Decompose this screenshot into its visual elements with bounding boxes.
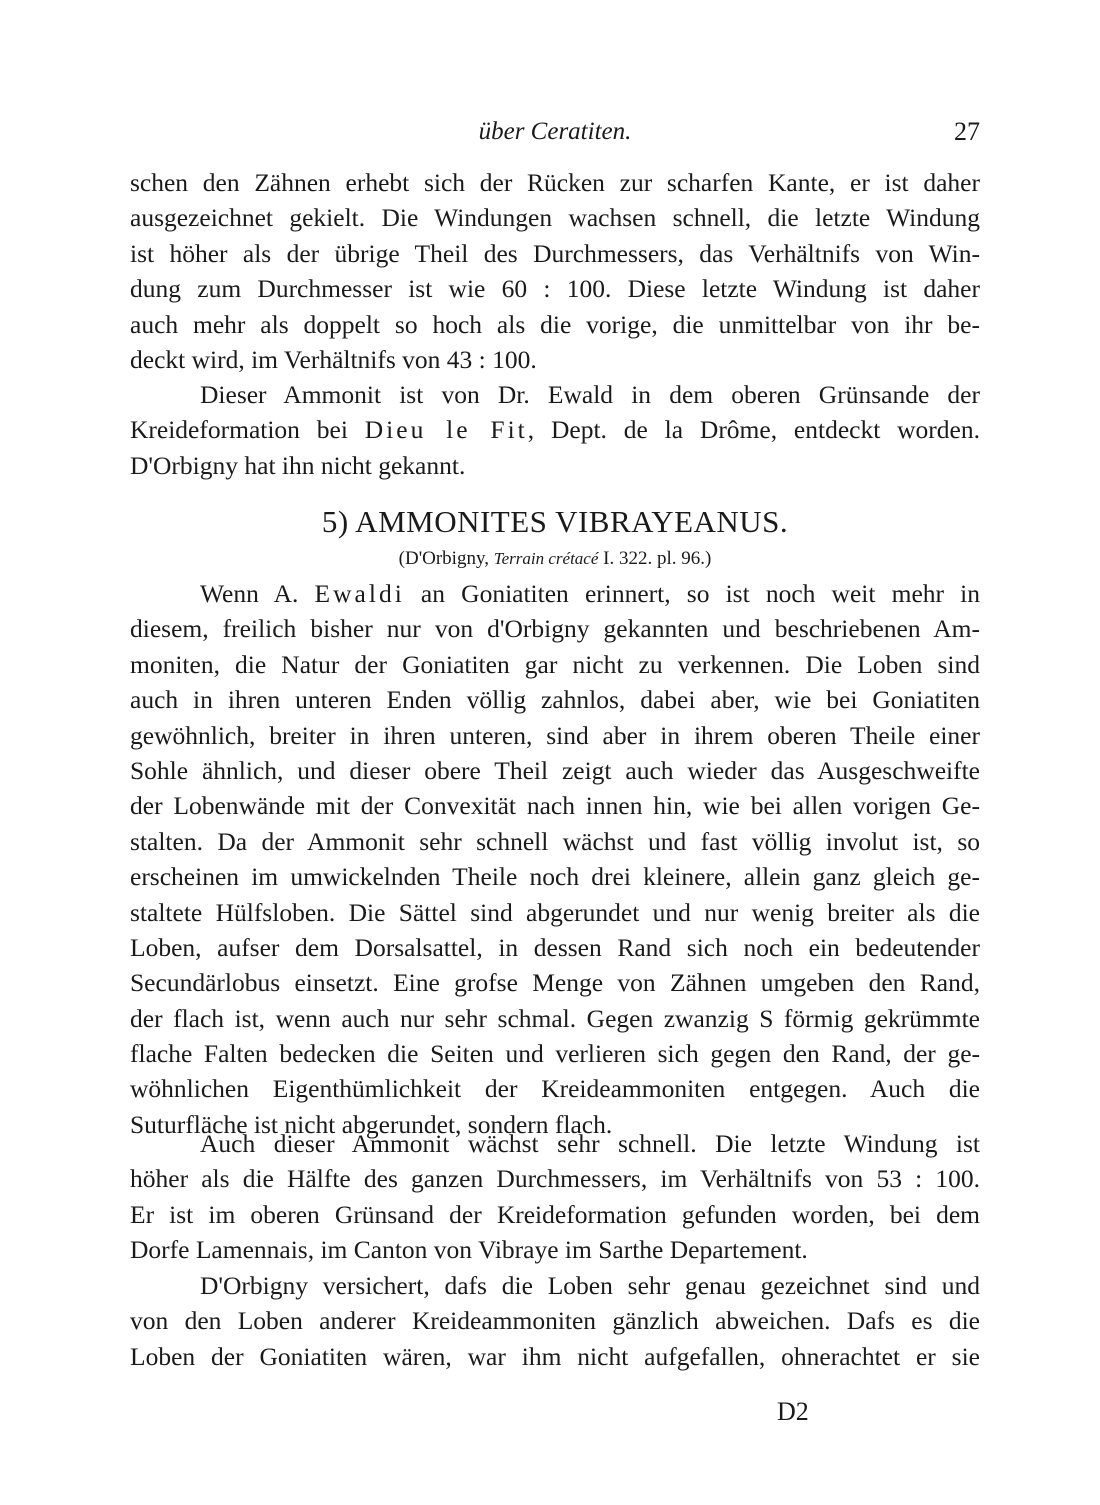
text-line: stalten. Da der Ammonit sehr schnell wächst und fast völlig involut ist, so <box>130 826 980 856</box>
text-line: Dieser Ammonit ist von Dr. Ewald in dem oberen Grünsande der <box>200 380 980 409</box>
text-line: erscheinen im umwickelnden Theile noch drei kleinere, allein ganz gleich ge- <box>130 862 980 892</box>
text-line: auch in ihren unteren Enden völlig zahnlos, dabei aber, wie bei Goniatiten <box>130 685 980 715</box>
reference-work: Terrain crétacé <box>493 549 599 568</box>
paragraph-continued <box>130 165 980 377</box>
text-fragment: Kreideformation bei <box>130 415 365 445</box>
text-line: der flach ist, wenn auch nur sehr schmal. Gegen zwanzig S förmig gekrümmte <box>130 1003 980 1033</box>
text-line: diesem, freilich bisher nur von d'Orbigny gekannten und beschriebenen Am- <box>130 614 980 644</box>
section-heading <box>130 500 980 574</box>
reference-location: I. 322. pl. 96.) <box>598 548 712 569</box>
section-reference <box>130 544 980 574</box>
text-line: auch mehr als doppelt so hoch als die vorige, die unmittelbar von ihr be- <box>130 309 980 339</box>
text-line: dung zum Durchmesser ist wie 60 : 100. Diese letzte Windung ist daher <box>130 274 980 304</box>
paragraph-discovery <box>130 377 980 483</box>
text-line: Loben, aufser dem Dorsalsattel, in dessen Rand sich noch ein bedeutender <box>130 932 980 962</box>
text-line: höher als die Hälfte des ganzen Durchmessers, im Verhältnifs von 53 : 100. <box>130 1164 980 1194</box>
paragraph-orbigny <box>130 1268 980 1374</box>
running-head <box>130 114 980 150</box>
page-number: 27 <box>954 117 980 146</box>
text-line: Loben der Goniatiten wären, war ihm nicht aufgefallen, ohnerachtet er sie <box>130 1341 980 1371</box>
species-name: Ewaldi <box>314 579 405 608</box>
reference-author: (D'Orbigny, <box>398 548 494 569</box>
text-line: staltete Hülfsloben. Die Sättel sind abgerundet und nur wenig breiter als die <box>130 897 980 927</box>
text-line: flache Falten bedecken die Seiten und verlieren sich gegen den Rand, der ge- <box>130 1039 980 1069</box>
paragraph-description <box>130 576 980 1142</box>
text-line: Er ist im oberen Grünsand der Kreideformation gefunden worden, bei dem <box>130 1199 980 1229</box>
running-title: über Ceratiten. <box>478 118 632 145</box>
text-line: ist höher als der übrige Theil des Durchmessers, das Verhältnifs von Win- <box>130 238 980 268</box>
text-line: Sohle ähnlich, und dieser obere Theil zeigt auch wieder das Ausgeschweifte <box>130 755 980 785</box>
paragraph-growth <box>130 1126 980 1268</box>
text-fragment: , Dept. de la Drôme, entdeckt worden. <box>527 415 980 445</box>
text-line: ausgezeichnet gekielt. Die Windungen wachsen schnell, die letzte Windung <box>130 203 980 233</box>
signature-mark: D2 <box>777 1397 809 1426</box>
text-fragment: an Goniatiten erinnert, so ist noch weit mehr in <box>404 579 981 608</box>
section-title: 5) AMMONITES VIBRAYEANUS. <box>321 504 789 539</box>
text-line: D'Orbigny versichert, dafs die Loben sehr genau gezeichnet sind und <box>200 1271 980 1300</box>
place-name: Dieu le Fit <box>364 415 528 445</box>
text-line: D'Orbigny hat ihn nicht gekannt. <box>130 450 466 480</box>
text-line <box>130 412 980 447</box>
text-line: Dorfe Lamennais, im Canton von Vibraye im Sarthe Departement. <box>130 1235 808 1265</box>
text-line: gewöhnlich, breiter in ihren unteren, sind aber in ihrem oberen Theile einer <box>130 720 980 750</box>
text-line: Secundärlobus einsetzt. Eine grofse Menge von Zähnen umgeben den Rand, <box>130 968 980 998</box>
text-line <box>130 576 980 611</box>
text-line: wöhnlichen Eigenthümlichkeit der Kreideammoniten entgegen. Auch die <box>130 1074 980 1104</box>
text-line: von den Loben anderer Kreideammoniten gänzlich abweichen. Dafs es die <box>130 1306 980 1336</box>
text-line: Suturfläche ist nicht abgerundet, sondern flach. <box>130 1109 613 1139</box>
text-line: deckt wird, im Verhältnifs von 43 : 100. <box>130 344 537 374</box>
text-fragment: Wenn A. <box>200 579 315 608</box>
text-line: moniten, die Natur der Goniatiten gar nicht zu verkennen. Die Loben sind <box>130 649 980 679</box>
text-line: Auch dieser Ammonit wächst sehr schnell. Die letzte Windung ist <box>200 1129 980 1158</box>
text-line: schen den Zähnen erhebt sich der Rücken zur scharfen Kante, er ist daher <box>130 168 980 197</box>
text-line: der Lobenwände mit der Convexität nach innen hin, wie bei allen vorigen Ge- <box>130 791 980 821</box>
